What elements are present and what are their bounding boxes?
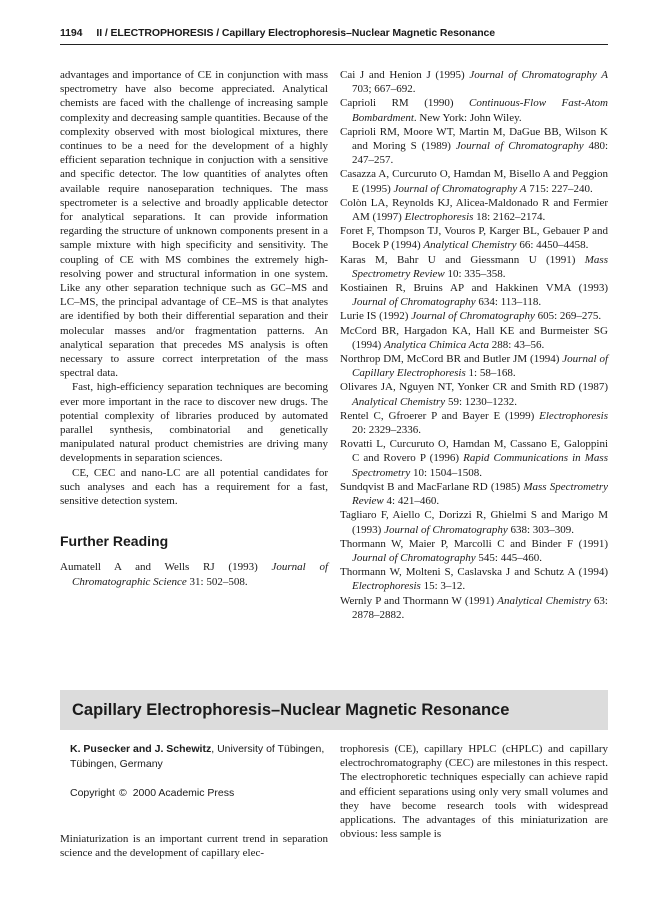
- reference-authors: Thormann W, Maier P, Marcolli C and Binder F (1991): [340, 537, 608, 550]
- reference-details: 1: 58–168.: [465, 367, 516, 380]
- reference-item: [340, 480, 608, 508]
- reference-journal: Journal of Chromatography: [352, 551, 476, 564]
- reference-item: [340, 224, 608, 252]
- reference-authors: Caprioli RM, Moore WT, Martin M, DaGue BB, Wilson K and Moring S (1989): [340, 125, 608, 153]
- reference-item: [340, 167, 608, 195]
- reference-journal: Journal of Chromatography A: [469, 69, 608, 81]
- article-title: Capillary Electrophoresis–Nuclear Magnetic Resonance: [72, 701, 510, 719]
- reference-details: 480: 247–257.: [352, 140, 609, 167]
- reference-item: [340, 409, 608, 437]
- reference-item: [340, 324, 608, 352]
- reference-item: [340, 380, 608, 408]
- reference-item: [340, 508, 608, 536]
- reference-details: 10: 335–358.: [444, 267, 506, 280]
- body-paragraph: CE, CEC and nano-LC are all potential candidates for such analyses and each has a requirement for a fast, sensitive detection system.: [60, 466, 328, 508]
- reference-journal: Electrophoresis: [404, 211, 474, 224]
- reference-details: 18: 2162–2174.: [473, 211, 546, 224]
- left-column: [60, 68, 328, 589]
- reference-item: [340, 196, 608, 224]
- reference-item: [340, 565, 608, 593]
- reference-journal: Rapid Communications in Mass Spectrometry: [352, 452, 608, 479]
- reference-item: [340, 125, 608, 168]
- reference-details: 31: 502–508.: [186, 575, 248, 588]
- reference-authors: Cai J and Henion J (1995): [340, 69, 470, 81]
- reference-details: 545: 445–460.: [475, 551, 542, 564]
- intro-paragraph-start: Miniaturization is an important current trend in separation science and the development of capillary elec-: [60, 833, 328, 860]
- reference-authors: Lurie IS (1992): [340, 310, 412, 323]
- reference-journal: Journal of Capillary Electrophoresis: [352, 353, 608, 380]
- reference-details: 288: 43–56.: [488, 338, 545, 351]
- reference-journal: Mass Spectrometry Review: [352, 253, 608, 280]
- reference-journal: Journal of Chromatography A: [393, 182, 527, 195]
- reference-details: . New York: John Wiley.: [413, 111, 522, 124]
- reference-journal: Journal of Chromatographic Science: [72, 561, 328, 588]
- further-reading-heading: Further Reading: [60, 533, 169, 550]
- reference-item: [340, 309, 608, 323]
- copyright-text: 2000 Academic Press: [132, 787, 235, 799]
- reference-authors: Kostiainen R, Bruins AP and Hakkinen VMA (1993): [340, 282, 608, 295]
- reference-authors: Casazza A, Curcuruto O, Hamdan M, Bisello A and Peggion E (1995): [340, 168, 608, 195]
- reference-authors: Rentel C, Gfroerer P and Bayer E (1999): [340, 409, 540, 422]
- reference-item: [340, 537, 608, 565]
- reference-details: 63: 2878–2882.: [352, 594, 608, 621]
- reference-journal: Analytica Chimica Acta: [384, 338, 489, 351]
- copyright-label: Copyright: [70, 787, 115, 799]
- running-header: [60, 26, 608, 40]
- reference-details: 66: 4450–4458.: [516, 239, 589, 252]
- reference-authors: Aumatell A and Wells RJ (1993): [60, 561, 272, 574]
- byline: [70, 742, 330, 772]
- article-title-banner: [60, 690, 608, 730]
- copyright-symbol: ©: [118, 787, 127, 799]
- reference-details: 715: 227–240.: [526, 182, 593, 195]
- reference-details: 634: 113–118.: [475, 296, 542, 309]
- reference-details: 605: 269–275.: [534, 310, 602, 323]
- reference-journal: Journal of Chromatography: [384, 523, 508, 536]
- reference-authors: Sundqvist B and MacFarlane RD (1985): [340, 480, 524, 493]
- intro-paragraph-continued: trophoresis (CE), capillary HPLC (cHPLC) and capillary electrochromatography (CEC) are milestones in this respect. The electrophoretic techniques especially can achieve rapid and efficient separations using only very small volumes and they have become research tools with widespread applications. The advantages of this miniaturization are obvious: less sample is: [340, 743, 608, 841]
- reference-journal: Electrophoresis: [539, 409, 608, 422]
- reference-journal: Continuous-Flow Fast-Atom Bombardment: [352, 97, 608, 124]
- reference-item: [340, 68, 608, 96]
- reference-journal: Journal of Chromatography: [455, 140, 584, 153]
- reference-item: [60, 560, 328, 588]
- reference-authors: Rovatti L, Curcuruto O, Hamdan M, Cassano E, Galoppini C and Rovero P (1996): [340, 438, 608, 465]
- copyright-line: [70, 786, 234, 801]
- reference-authors: Olivares JA, Nguyen NT, Yonker CR and Smith RD (1987): [340, 381, 608, 394]
- reference-item: [340, 96, 608, 124]
- reference-journal: Mass Spectrometry Review: [352, 480, 608, 508]
- reference-journal: Analytical Chemistry: [352, 395, 446, 408]
- reference-details: 4: 421–460.: [383, 495, 440, 508]
- reference-authors: Caprioli RM (1990): [340, 97, 470, 110]
- body-paragraph: Fast, high-efficiency separation techniques are becoming ever more important in the race to discover new drugs. The potential complexity of libraries produced by automated parallel synthesis, combinatorial and genetically manipulated natural product chemistries are driving many developments in separation sciences.: [60, 381, 328, 465]
- reference-details: 638: 303–309.: [507, 523, 575, 536]
- reference-details: 59: 1230–1232.: [445, 395, 517, 408]
- reference-item: [340, 594, 608, 622]
- reference-details: 20: 2329–2336.: [352, 424, 422, 437]
- reference-authors: Colòn LA, Reynolds KJ, Alicea-Maldonado R and Fermier AM (1997): [340, 196, 608, 224]
- body-paragraph: advantages and importance of CE in conjunction with mass spectrometry have also become appreciated. Analytical chemists are faced with the challenge of increasing sample complexity and decreasing sample quantities. Because of the complexity observed with most biological mixtures, there continues to be a need for the development of a highly efficient separation technique in conjuction with a sensitive and specific detector. The low quantities of analytes often available require nanoseparation techniques. The mass spectrometer is a selective and broadly applicable detector for analytical separations. It can provide information regarding the structure of unknown components present in a sample mixture with high specificity and sensitivity. The coupling of CE with MS combines the extremely high-resolving power and structural information in one system. Like any other separation technique such as GC–MS and LC–MS, the principal advantage of CE–MS is that analytes are identified by both their differential separation and their molecular masses and/or fragmentation patterns. An analytical separation that precedes MS analysis is often necessary to assure correct interpretation of the mass spectral data.: [60, 69, 328, 380]
- reference-journal: Analytical Chemistry: [497, 594, 591, 607]
- reference-list: [340, 68, 608, 622]
- running-title: II / ELECTROPHORESIS / Capillary Electrophoresis–Nuclear Magnetic Resonance: [96, 27, 496, 39]
- reference-authors: Foret F, Thompson TJ, Vouros P, Karger BL, Gebauer P and Bocek P (1994): [340, 225, 608, 252]
- reference-item: [340, 352, 608, 380]
- reference-details: 10: 1504–1508.: [410, 466, 483, 479]
- reference-item: [340, 253, 608, 281]
- reference-authors: McCord BR, Hargadon KA, Hall KE and Burmeister SG (1994): [340, 324, 608, 351]
- reference-authors: Northrop DM, McCord BR and Butler JM (1994): [340, 353, 563, 366]
- reference-authors: Tagliaro F, Aiello C, Dorizzi R, Ghielmi S and Marigo M (1993): [340, 509, 608, 536]
- reference-journal: Electrophoresis: [352, 580, 421, 593]
- reference-journal: Journal of Chromatography: [411, 310, 535, 323]
- reference-authors: Karas M, Bahr U and Giessmann U (1991): [340, 253, 585, 266]
- page-number: 1194: [60, 27, 83, 39]
- reference-journal: Analytical Chemistry: [423, 239, 517, 252]
- reference-journal: Journal of Chromatography: [352, 296, 476, 309]
- reference-authors: Wernly P and Thormann W (1991): [340, 594, 498, 607]
- reference-item: [340, 281, 608, 309]
- reference-details: 703; 667–692.: [352, 83, 416, 96]
- header-rule: [60, 44, 608, 45]
- reference-details: 15: 3–12.: [420, 580, 466, 593]
- reference-authors: Thormann W, Molteni S, Caslavska J and Schutz A (1994): [340, 566, 608, 579]
- article-authors: K. Pusecker and J. Schewitz: [70, 743, 212, 755]
- author-affiliation: , University of Tübingen, Tübingen, Germany: [70, 743, 325, 770]
- reference-item: [340, 437, 608, 480]
